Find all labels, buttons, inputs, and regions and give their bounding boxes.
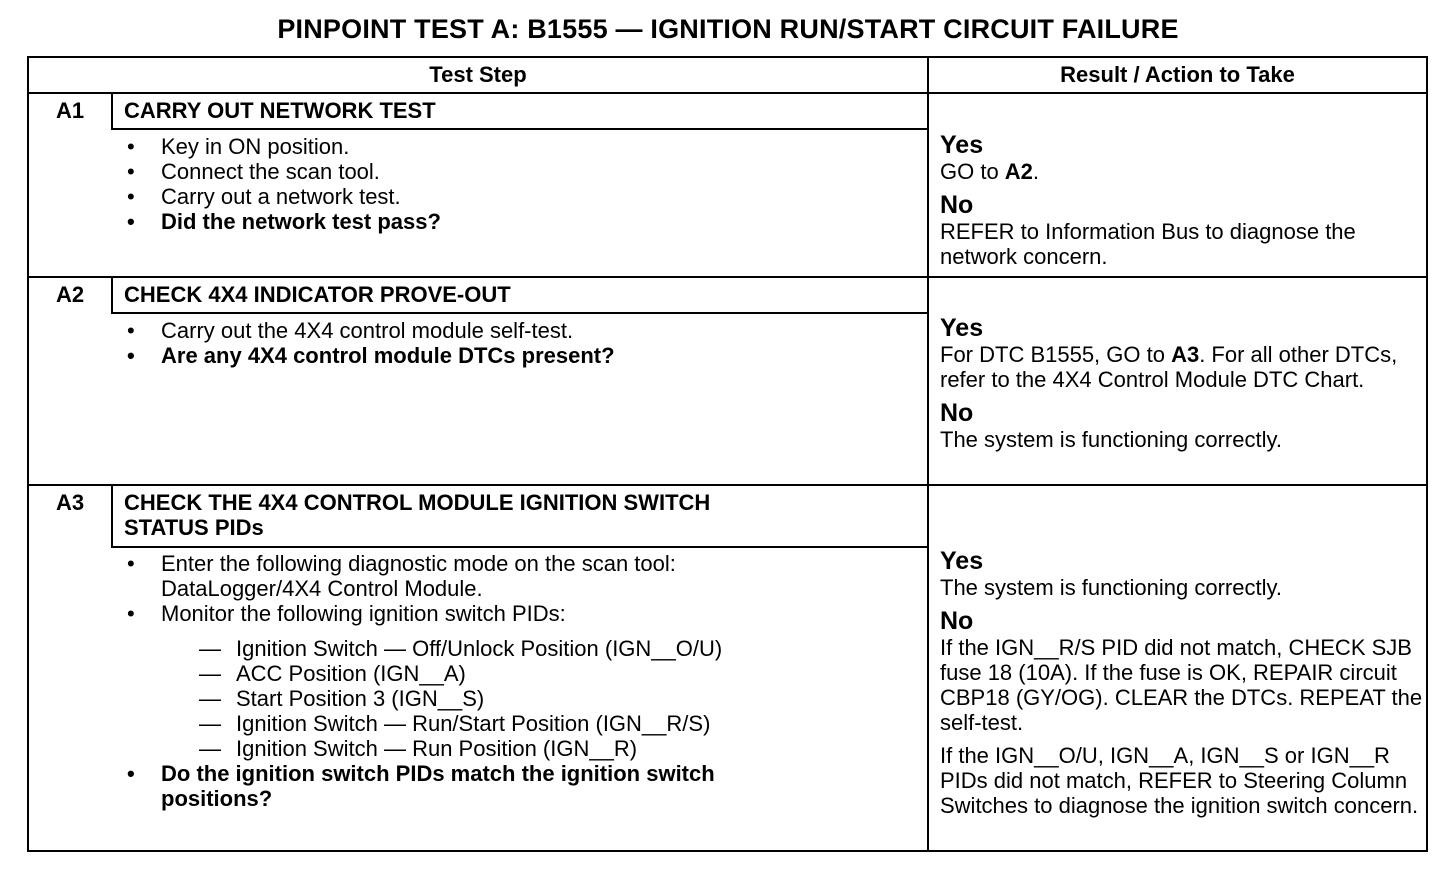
header-result: Result / Action to Take bbox=[1060, 62, 1295, 87]
header-divider bbox=[29, 92, 1426, 94]
yes-label: Yes bbox=[940, 314, 984, 342]
step-title-divider bbox=[111, 312, 927, 314]
step-id-a1: A1 bbox=[55, 98, 85, 123]
instruction-item: • Enter the following diagnostic mode on the scan tool: DataLogger/4X4 Control Module. bbox=[124, 551, 781, 601]
row-divider bbox=[29, 276, 1426, 278]
step-title-a1: CARRY OUT NETWORK TEST bbox=[124, 98, 436, 123]
instruction-item: • Key in ON position. bbox=[124, 134, 441, 159]
yes-label: Yes bbox=[940, 131, 984, 159]
instruction-item: • Connect the scan tool. bbox=[124, 159, 441, 184]
pinpoint-test-table bbox=[27, 56, 1428, 852]
no-label: No bbox=[940, 607, 974, 635]
step-title-divider bbox=[111, 128, 927, 130]
step-a2-instructions bbox=[124, 318, 615, 368]
no-action: If the IGN__O/U, IGN__A, IGN__S or IGN__R PIDs did not match, REFER to Steering Column Switches to diagnose the ignition switch concern. bbox=[940, 743, 1419, 818]
yes-action: For DTC B1555, GO to A3. For all other DTCs, refer to the 4X4 Control Module DTC Chart. bbox=[940, 342, 1398, 392]
step-id-divider bbox=[111, 277, 113, 313]
yes-action: The system is functioning correctly. bbox=[940, 575, 1282, 600]
no-label: No bbox=[940, 399, 974, 427]
yes-label: Yes bbox=[940, 547, 984, 575]
step-question: • Did the network test pass? bbox=[124, 209, 441, 234]
pid-item: — Ignition Switch — Run Position (IGN__R) bbox=[161, 736, 824, 761]
step-title-divider bbox=[111, 546, 927, 548]
no-action: REFER to Information Bus to diagnose the network concern. bbox=[940, 219, 1356, 269]
goto-step-ref: A2 bbox=[1004, 159, 1033, 184]
no-action: If the IGN__R/S PID did not match, CHECK SJB fuse 18 (10A). If the fuse is OK, REPAIR circuit CBP18 (GY/OG). CLEAR the DTCs. REPEAT the self-test. bbox=[940, 635, 1423, 735]
step-id-a2: A2 bbox=[55, 282, 85, 307]
step-title-a3: CHECK THE 4X4 CONTROL MODULE IGNITION SWITCH STATUS PIDs bbox=[124, 490, 711, 540]
pid-item: — Ignition Switch — Run/Start Position (IGN__R/S) bbox=[161, 711, 824, 736]
step-id-a3: A3 bbox=[55, 490, 85, 515]
column-divider bbox=[927, 58, 929, 850]
instruction-item: • Carry out the 4X4 control module self-test. bbox=[124, 318, 615, 343]
row-divider bbox=[29, 484, 1426, 486]
step-a3-instructions bbox=[124, 551, 824, 811]
result-a1 bbox=[940, 132, 1424, 269]
pid-list bbox=[161, 636, 824, 761]
result-a3 bbox=[940, 548, 1424, 818]
instruction-item: • Carry out a network test. bbox=[124, 184, 441, 209]
header-test-step: Test Step bbox=[429, 62, 527, 87]
result-a2 bbox=[940, 315, 1424, 452]
pid-item: — Start Position 3 (IGN__S) bbox=[161, 686, 824, 711]
no-action: The system is functioning correctly. bbox=[940, 427, 1282, 452]
step-id-divider bbox=[111, 485, 113, 547]
step-question: • Do the ignition switch PIDs match the ignition switch positions? bbox=[124, 761, 821, 811]
pid-item: — Ignition Switch — Off/Unlock Position (IGN__O/U) bbox=[161, 636, 824, 661]
yes-action: GO to A2. bbox=[940, 159, 1040, 184]
step-a1-instructions bbox=[124, 134, 441, 234]
no-label: No bbox=[940, 191, 974, 219]
pid-item: — ACC Position (IGN__A) bbox=[161, 661, 824, 686]
step-question: • Are any 4X4 control module DTCs present? bbox=[124, 343, 615, 368]
step-id-divider bbox=[111, 93, 113, 129]
step-title-a2: CHECK 4X4 INDICATOR PROVE-OUT bbox=[124, 282, 511, 307]
goto-step-ref: A3 bbox=[1171, 342, 1200, 367]
page-title: PINPOINT TEST A: B1555 — IGNITION RUN/START CIRCUIT FAILURE bbox=[277, 14, 1179, 44]
instruction-item: • Monitor the following ignition switch PIDs: — Ignition Switch — Off/Unlock Position (IGN__O/U) — ACC Position (IGN__A) — Start Position 3 (IGN__S) — Ignition Switch — Run/Start Position (IGN__R/S) — Ignition Switch — Run Position (IGN__R) bbox=[124, 601, 824, 761]
